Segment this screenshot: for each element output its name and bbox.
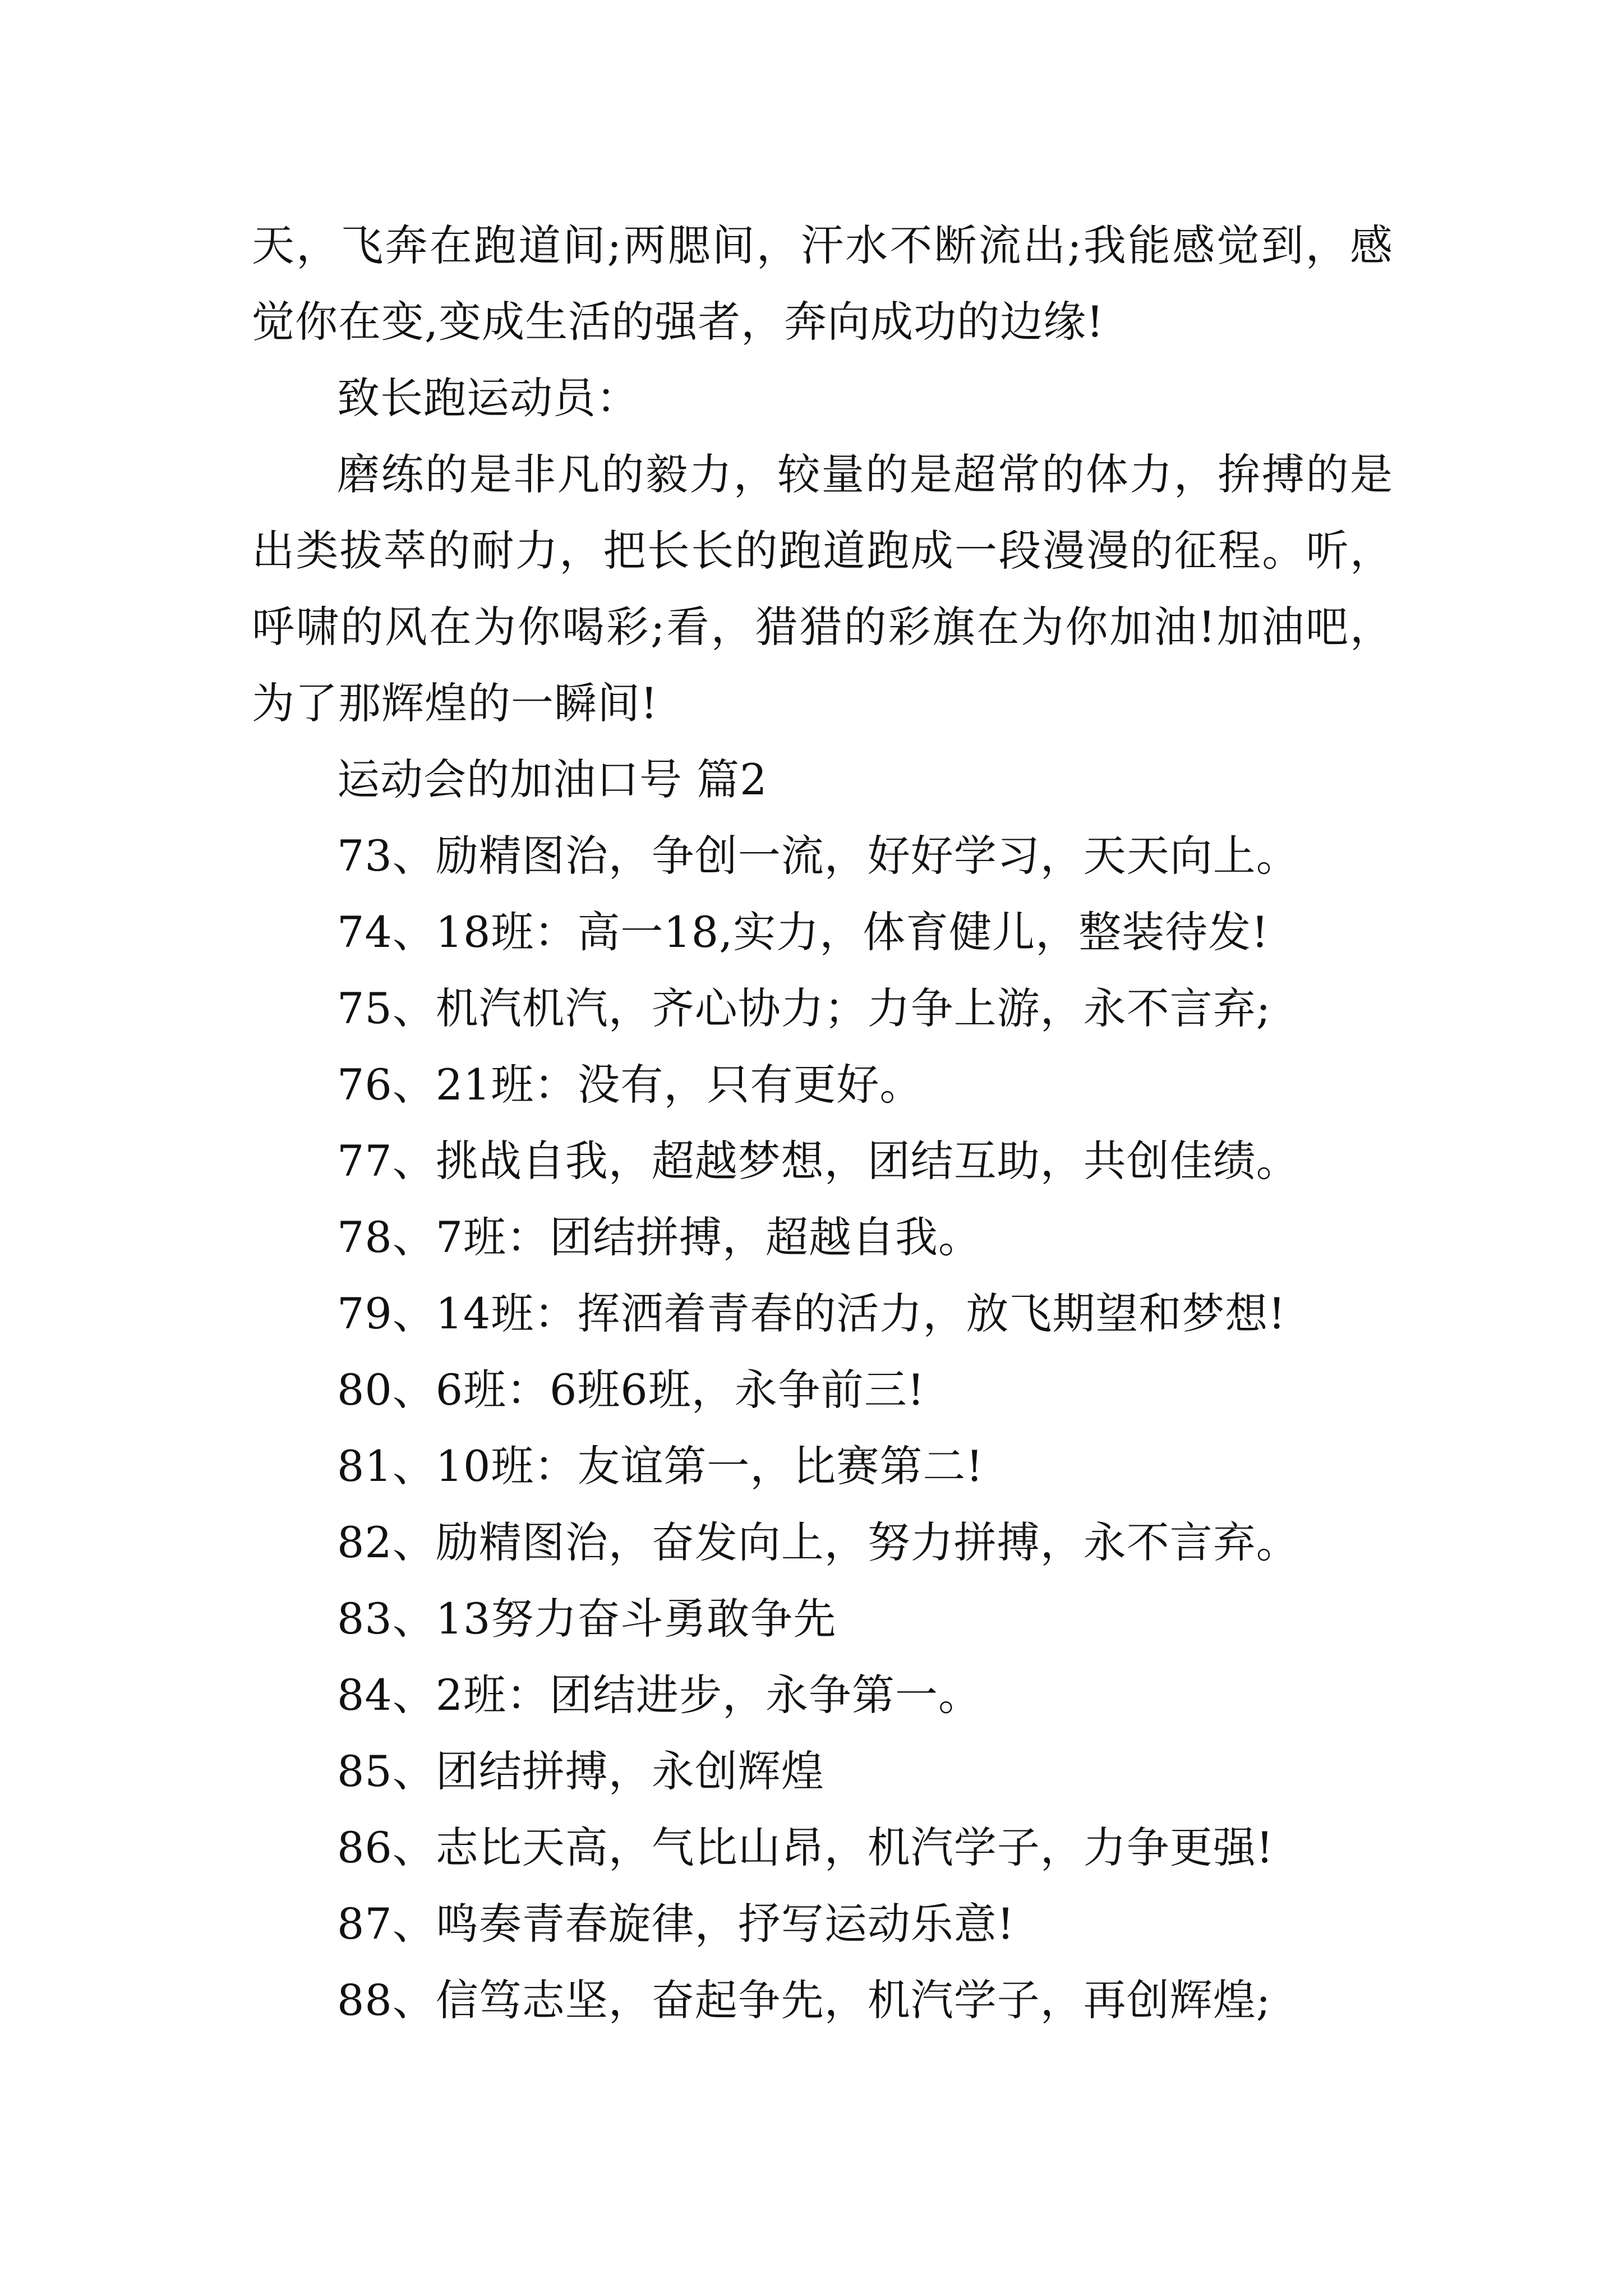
slogan-item: 79、14班：挥洒着青春的活力，放飞期望和梦想!: [337, 1289, 1286, 1338]
paragraph-line: 呼啸的风在为你喝彩;看，猎猎的彩旗在为你加油!加油吧，: [252, 602, 1393, 652]
paragraph-line: 磨练的是非凡的毅力，较量的是超常的体力，拚搏的是: [337, 449, 1393, 499]
paragraph-line: 天，飞奔在跑道间;两腮间，汗水不断流出;我能感觉到，感: [252, 220, 1393, 270]
slogan-item: 87、鸣奏青春旋律，抒写运动乐意!: [337, 1899, 1015, 1949]
slogan-item: 73、励精图治，争创一流，好好学习，天天向上。: [337, 831, 1299, 881]
slogan-item: 81、10班：友谊第一，比赛第二!: [337, 1441, 984, 1491]
slogan-item: 75、机汽机汽，齐心协力；力争上游，永不言弃;: [337, 983, 1271, 1033]
section-heading: 致长跑运动员：: [337, 373, 639, 423]
slogan-item: 85、团结拼搏，永创辉煌: [337, 1746, 824, 1796]
slogan-item: 80、6班：6班6班，永争前三!: [337, 1365, 925, 1415]
document-body: [252, 208, 1393, 2039]
paragraph-line: 出类拔萃的耐力，把长长的跑道跑成一段漫漫的征程。听，: [252, 526, 1393, 576]
section-title: 运动会的加油口号 篇2: [337, 754, 768, 804]
slogan-item: 82、励精图治，奋发向上，努力拼搏，永不言弃。: [337, 1517, 1299, 1567]
slogan-item: 86、志比天高，气比山昂，机汽学子，力争更强!: [337, 1823, 1274, 1872]
slogan-item: 84、2班：团结进步，永争第一。: [337, 1670, 982, 1720]
paragraph-line: 觉你在变,变成生活的强者，奔向成功的边缘!: [252, 297, 1104, 347]
slogan-item: 78、7班：团结拼搏，超越自我。: [337, 1212, 982, 1262]
slogan-item: 88、信笃志坚，奋起争先，机汽学子，再创辉煌;: [337, 1975, 1271, 2025]
paragraph-line: 为了那辉煌的一瞬间!: [252, 678, 658, 728]
slogan-item: 76、21班：没有，只有更好。: [337, 1060, 923, 1110]
slogan-item: 74、18班：高一18,实力，体育健儿，整装待发!: [337, 907, 1269, 957]
slogan-item: 83、13努力奋斗勇敢争先: [337, 1594, 837, 1644]
slogan-item: 77、挑战自我，超越梦想，团结互助，共创佳绩。: [337, 1136, 1299, 1186]
